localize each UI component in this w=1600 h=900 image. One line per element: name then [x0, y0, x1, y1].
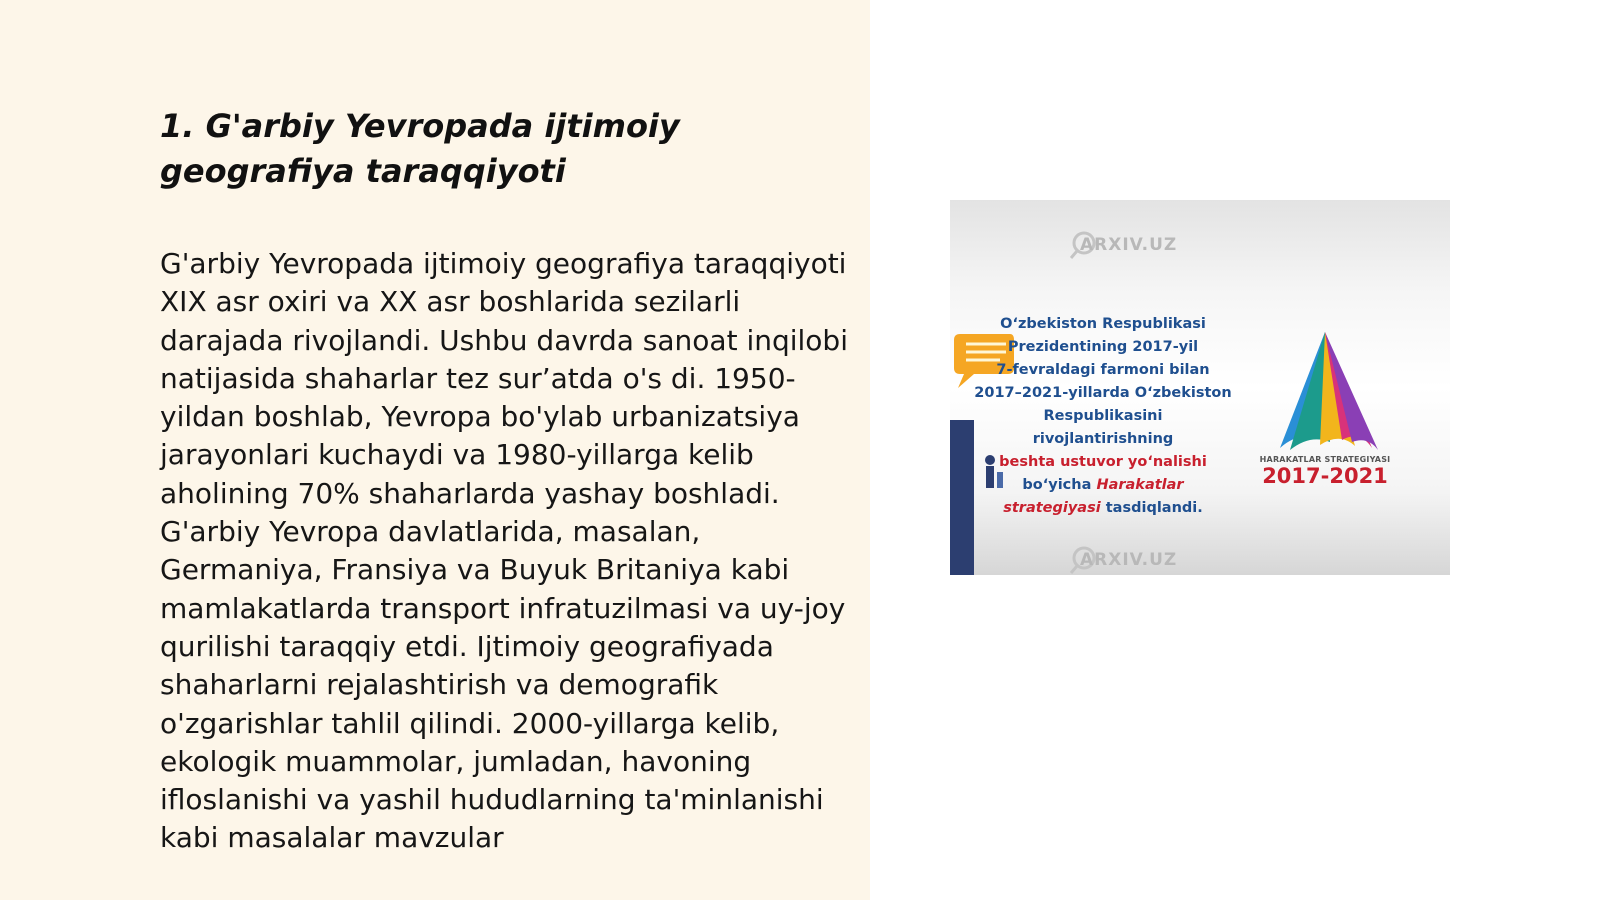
- decree-line: [968, 474, 1238, 497]
- decree-line: O‘zbekiston Respublikasi: [1000, 316, 1206, 332]
- decree-line: [968, 497, 1238, 520]
- decree-word: tasdiqlandi.: [1105, 500, 1203, 516]
- decree-word-highlight: Harakatlar: [1096, 477, 1184, 493]
- logo-years: 2017-2021: [1262, 464, 1388, 488]
- watermark-top: ARXIV.UZ: [1080, 235, 1178, 255]
- decree-line: Respublikasini: [1043, 408, 1163, 424]
- decree-word-highlight: strategiyasi: [1003, 500, 1101, 516]
- watermark-bottom: ARXIV.UZ: [1080, 550, 1178, 570]
- decree-line: rivojlantirishning: [1032, 431, 1174, 447]
- slide-body-text: G'arbiy Yevropada ijtimoiy geografiya taraqqiyoti XIX asr oxiri va XX asr boshlarida sezilarli darajada rivojlandi. Ushbu davrda sanoat inqilobi natijasida shaharlar tez sur’atda o's di. 1950-yildan boshlab, Yevropa bo'ylab urbanizatsiya jarayonlari kuchaydi va 1980-yillarga kelib aholining 70% shaharlarda yashay boshladi. G'arbiy Yevropa davlatlarida, masalan, Germaniya, Fransiya va Buyuk Britaniya kabi mamlakatlarda transport infratuzilmasi va uy-joy qurilishi taraqqiy etdi. Ijtimoiy geografiyada shaharlarni rejalashtirish va demografik o'zgarishlar tahlil qilindi. 2000-yillarga kelib, ekologik muammolar, jumladan, havoning ifloslanishi va yashil hududlarning ta'minlanishi kabi masalalar mavzular: [160, 247, 848, 855]
- decree-line: 7-fevraldagi farmoni bilan: [996, 362, 1210, 378]
- logo-caption: HARAKATLAR STRATEGIYASI: [1259, 455, 1391, 464]
- decree-line: Prezidentining 2017-yil: [1007, 339, 1199, 355]
- decree-line: 2017–2021-yillarda O‘zbekiston: [974, 385, 1232, 401]
- strategy-logo-icon: [1260, 330, 1390, 455]
- decree-line-highlight: beshta ustuvor yo‘nalishi: [999, 454, 1207, 470]
- slide-title: 1. G'arbiy Yevropada ijtimoiy geografiya taraqqiyoti: [160, 107, 680, 190]
- decree-text: [968, 313, 1238, 520]
- decree-word: bo‘yicha: [1022, 477, 1092, 493]
- strategy-image: [950, 200, 1450, 575]
